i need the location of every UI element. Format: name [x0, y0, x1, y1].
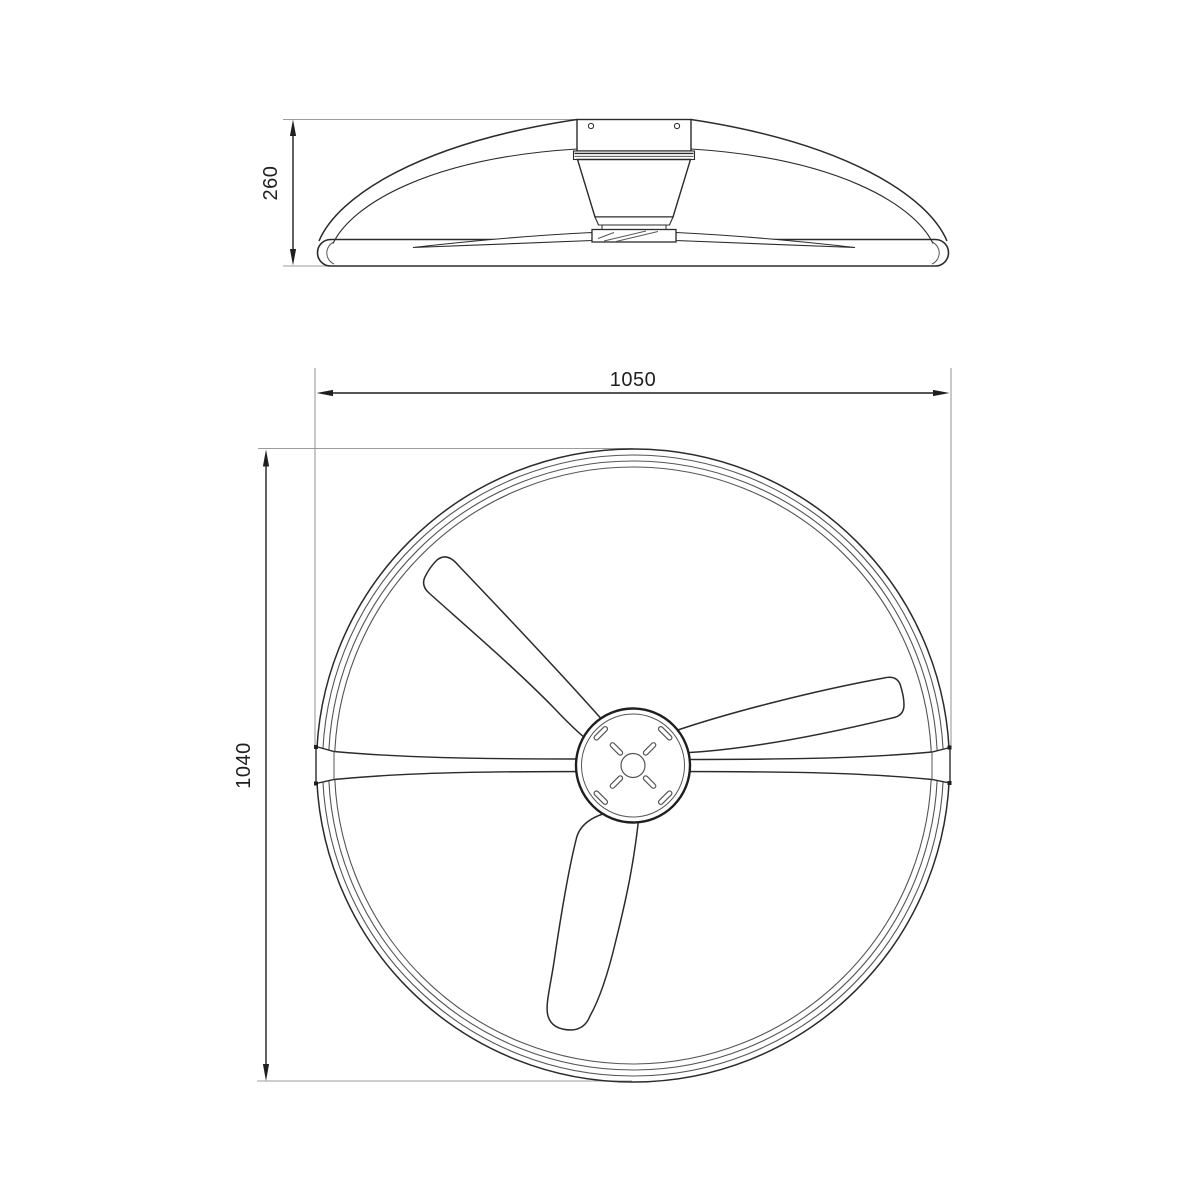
- side-view: [260, 120, 949, 267]
- arrowhead-down: [263, 1064, 269, 1081]
- dimension-260: [260, 120, 296, 266]
- mounting-plate: [577, 120, 691, 152]
- arrowhead-right: [933, 390, 950, 396]
- arrowhead-left: [317, 390, 334, 396]
- fan-hub: [576, 709, 690, 823]
- arrowhead-down: [290, 249, 296, 266]
- arrowhead-up: [263, 450, 269, 467]
- top-view: [233, 368, 952, 1082]
- dimension-260-label: 260: [260, 165, 282, 201]
- canopy-band: [574, 151, 695, 160]
- motor-hub-block: [592, 225, 676, 242]
- fan-blade-upper-left: [424, 557, 604, 748]
- dimension-1050-label: 1050: [609, 369, 657, 391]
- fan-ring-side-profile: [318, 240, 949, 267]
- dimension-1040: [233, 450, 269, 1082]
- fan-blade-right: [672, 677, 904, 753]
- dimension-1050: [317, 369, 950, 396]
- dimension-1040-label: 1040: [233, 742, 255, 789]
- arrowhead-up: [290, 120, 296, 137]
- motor-housing: [578, 160, 691, 228]
- fan-blade-bottom: [547, 812, 639, 1030]
